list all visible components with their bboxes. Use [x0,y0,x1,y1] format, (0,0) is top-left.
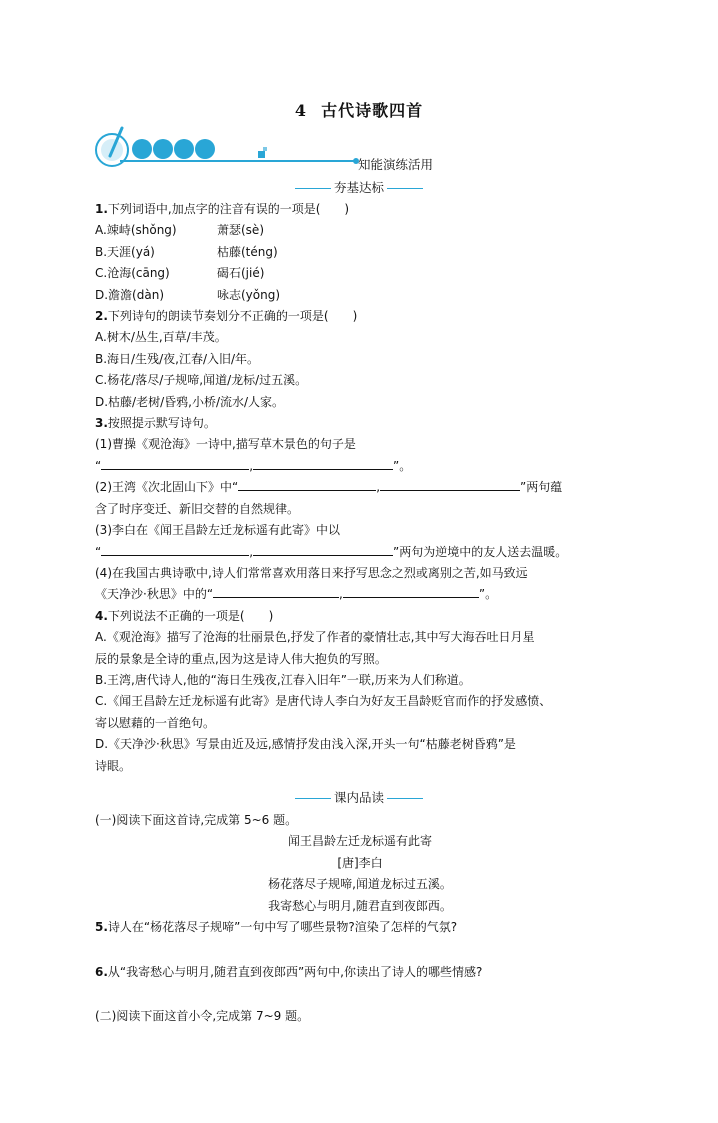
questions-block [95,199,625,777]
page-title [0,98,718,121]
q3-part-4-blanks: 《天净沙·秋思》中的“ , ”。 [95,584,625,605]
q3-part-3-prompt: (3)李白在《闻王昌龄左迁龙标遥有此寄》中以 [95,523,340,538]
q3-part-1-blanks: “ , ”。 [95,456,625,477]
section-label: 夯基达标 [333,180,384,195]
answer-blank[interactable] [253,542,393,556]
q4-option-c-line1: C.《闻王昌龄左迁龙标遥有此寄》是唐代诗人李白为好友王昌龄贬官而作的抒发感愤、 [95,694,552,709]
dot-1-icon [132,139,152,159]
reading-2-block [95,1006,625,1027]
divider-left [295,188,331,189]
divider-right [387,188,423,189]
q1-option-a: A.竦峙(shǒng) 萧瑟(sè) [95,223,264,238]
section-heading-reading [0,788,718,806]
question-2-stem: 2.下列诗句的朗读节奏划分不正确的一项是( ) [95,309,358,324]
poem-author: [唐]李白 [337,855,383,870]
answer-blank[interactable] [380,477,520,491]
q4-option-a-line1: A.《观沧海》描写了沧海的壮丽景色,抒发了作者的豪情壮志,其中写大海吞吐日月星 [95,630,535,645]
q3-part-4-prompt: (4)在我国古典诗歌中,诗人们常常喜欢用落日来抒写思念之烈或离别之苦,如马致远 [95,565,528,580]
answer-blank[interactable] [101,542,249,556]
banner-label: 知能演练活用 [358,157,434,172]
q4-option-b: B.王湾,唐代诗人,他的“海日生残夜,江春入旧年”一联,历来为人们称道。 [95,672,471,687]
answer-blank[interactable] [343,584,479,598]
question-6: 6.从“我寄愁心与明月,随君直到夜郎西”两句中,你读出了诗人的哪些情感? [95,965,483,979]
q3-part-3-blanks: “ , ”两句为逆境中的友人送去温暖。 [95,542,625,563]
reading-block [95,810,625,938]
q3-part-1-prompt: (1)曹操《观沧海》一诗中,描写草木景色的句子是 [95,437,356,452]
question-5: 5.诗人在“杨花落尽子规啼”一句中写了哪些景物?渲染了怎样的气氛? [95,920,458,935]
q4-option-c-line2: 寄以慰藉的一首绝句。 [95,715,216,730]
q2-option-c: C.杨花/落尽/子规啼,闻道/龙标/过五溪。 [95,373,308,388]
question-4-stem: 4.下列说法不正确的一项是( ) [95,608,274,623]
question-1-stem: 1.下列词语中,加点字的注音有误的一项是( ) [95,202,350,216]
answer-blank[interactable] [101,456,249,470]
q2-option-d: D.枯藤/老树/昏鸦,小桥/流水/人家。 [95,394,285,409]
poem-title: 闻王昌龄左迁龙标遥有此寄 [287,834,432,849]
q4-option-d-line1: D.《天净沙·秋思》写景由近及远,感情抒发由浅入深,开头一句“枯藤老树昏鸦”是 [95,737,516,752]
divider-left [295,798,331,799]
q2-option-b: B.海日/生残/夜,江春/入旧/年。 [95,351,260,366]
answer-blank[interactable] [213,584,339,598]
question-6-block [95,962,625,983]
section-label: 课内品读 [333,790,384,805]
poem-line-2: 我寄愁心与明月,随君直到夜郎西。 [268,898,452,913]
dot-3-icon [174,139,194,159]
q4-option-a-line2: 辰的景象是全诗的重点,因为这是诗人伟大抱负的写照。 [95,651,387,666]
lesson-title: 古代诗歌四首 [321,101,424,120]
q1-option-d: D.澹澹(dàn) 咏志(yǒng) [95,287,281,302]
q1-option-b: B.天涯(yá) 枯藤(téng) [95,244,278,259]
question-3-stem: 3.按照提示默写诗句。 [95,416,216,431]
square-small-icon [258,151,265,158]
divider-right [387,798,423,799]
q4-option-d-line2: 诗眼。 [95,758,132,773]
answer-blank[interactable] [238,477,376,491]
q1-option-c: C.沧海(cāng) 碣石(jié) [95,266,265,281]
dot-2-icon [153,139,173,159]
poem-line-1: 杨花落尽子规啼,闻道龙标过五溪。 [268,877,452,892]
q2-option-a: A.树木/丛生,百草/丰茂。 [95,330,227,345]
answer-blank[interactable] [253,456,393,470]
reading-2-intro: (二)阅读下面这首小令,完成第 7~9 题。 [95,1009,310,1023]
q3-part-2-prompt: (2)王湾《次北固山下》中“ , ”两句蕴 [95,477,625,498]
reading-1-intro: (一)阅读下面这首诗,完成第 5~6 题。 [95,813,298,827]
dot-4-icon [195,139,215,159]
lesson-number: 4 [294,101,308,120]
q3-part-2-continued: 含了时序变迁、新旧交替的自然规律。 [95,501,300,516]
section-heading-basics [0,178,718,196]
